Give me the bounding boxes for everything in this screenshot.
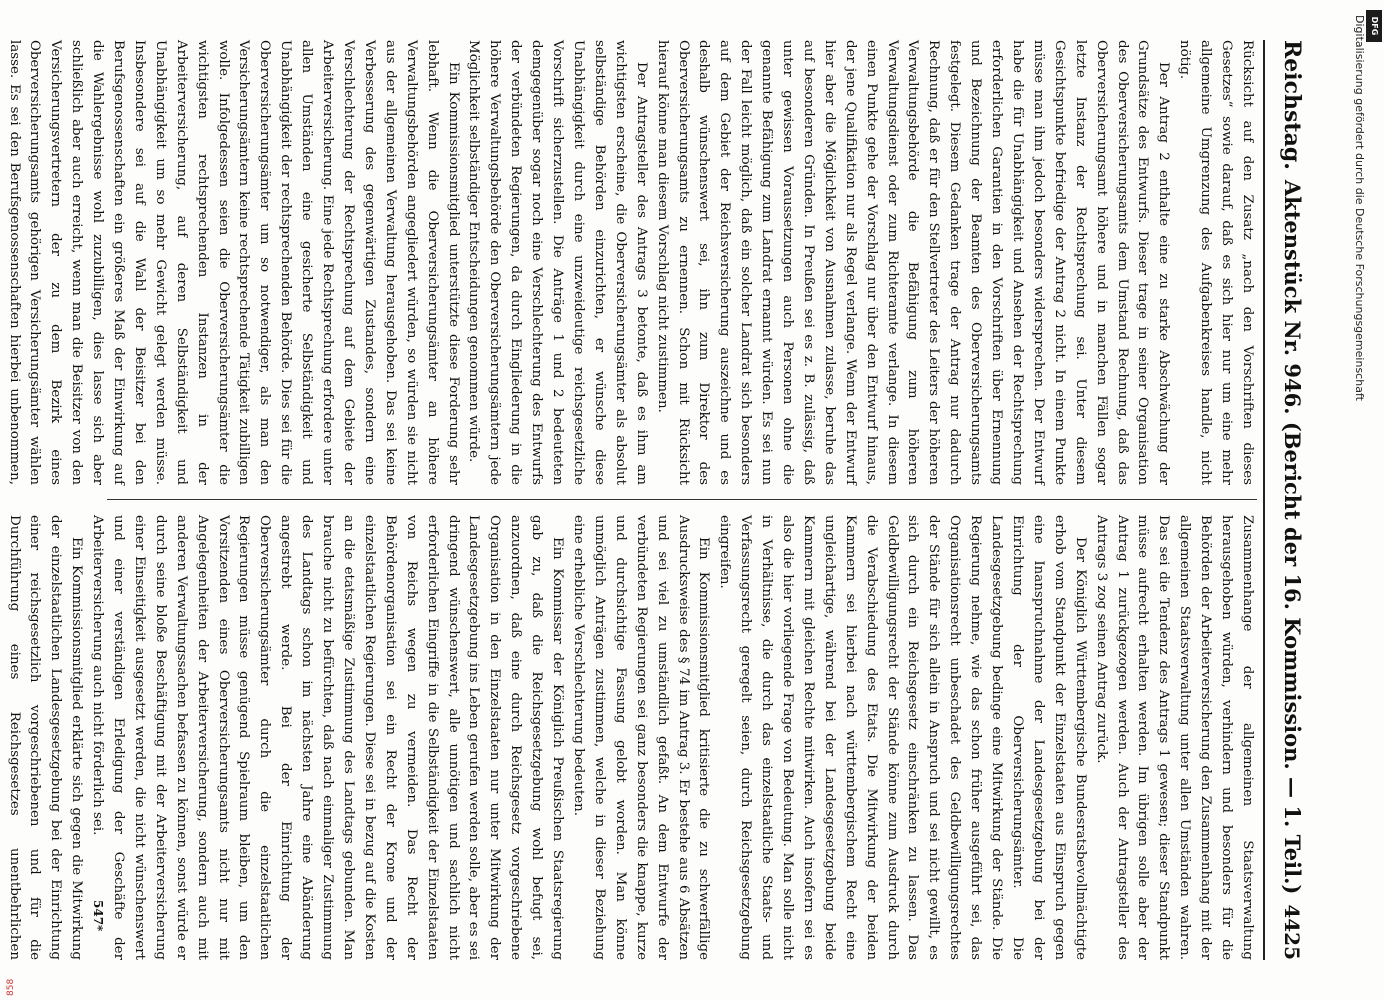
digitization-note: Digitalisierung gefördert durch die Deutsche Forschungsgemeinschaft [1353, 15, 1366, 401]
page-number: 4425 [1280, 904, 1304, 960]
paragraph: Der Antrag 2 enthalte eine zu starke Abschwächung der Grundsätze des Entwurfs. Dieser trage in seiner Organisation des Oberversicherungsamts dem Umstand Rechnung, daß das Oberversicherungsamt höhere und in manchen Fällen sogar letzte Instanz der Rechtsprechung sei. Unter diesem Gesichtspunkte befriedige der Antrag 2 nicht. In einem Punkte müsse man ihm jedoch besonders widersprechen. Der Entwurf habe die für Unabhängigkeit und Ansehen der Rechtsprechung erforderlichen Garantien in den Vorschriften über Ernennung und Bezeichnung der Beamten des Oberversicherungsamts festgelegt. Diesem Gedanken trage der Antrag nur dadurch Rechnung, daß er für den Stellvertreter des Leiters der höheren Verwaltungsbehörde die Befähigung zum höheren Verwaltungsdienst oder zum Richteramte verlange. In diesem einen Punkte gehe der Vorschlag nur über den Entwurf hinaus, der jene Qualifikation nur als Regel verlange. Wenn der Entwurf hier aber die Möglichkeit von Ausnahmen zulasse, beruhe das auf besonderen Gründen. In Preußen sei es z. B. zulässig, daß unter gewissen Voraussetzungen auch Personen ohne die genannte Befähigung zum Landrat ernannt würden. Es sei nun der Fall leicht möglich, daß ein solcher Landrat sich besonders auf dem Gebiet der Reichsversicherung auszeichne und es deshalb wünschenswert sei, ihn zum Direktor des Oberversicherungsamts zu ernennen. Schon mit Rücksicht hierauf könne man diesem Vorschlag nicht zustimmen. [654, 40, 1172, 485]
page-header [1269, 40, 1305, 960]
stamp-text: 858 [6, 978, 16, 996]
dfg-logo-text: DFG [1370, 16, 1379, 36]
paragraph: Zusammenhange der allgemeinen Staatsverwaltung herausgehoben würden, verhindern und besonders für die Behörden der Arbeiterversicherung den Zusammenhang mit der allgemeinen Staatsverwaltung unter allen Umständen wahren. Das sei die Tendenz des Antrags 1 gewesen; dieser Standpunkt müsse aufrecht erhalten werden. Im übrigen solle aber der Antrag 1 zurückgezogen werden. Auch der Antragsteller des Antrags 3 zog seinen Antrag zurück. [1093, 515, 1255, 960]
header-title: Aktenstück Nr. 946. (Bericht der 16. Kommission. — 1. Teil.) [1280, 179, 1305, 895]
paragraph: Ein Kommissionsmitglied erklärte sich gegen die Mitwirkung der einzelstaatlichen Landesgesetzgebung bei der Einrichtung einer reichsgesetzlich vorgeschriebenen und für die Durchführung eines Reichsgesetzes unentbehrlichen [6, 515, 85, 960]
signature-mark: 547* [91, 900, 105, 932]
left-column [6, 40, 1257, 485]
rotated-document-page [6, 40, 1305, 960]
header-rule [1263, 40, 1265, 960]
paragraph: Ein Kommissar der Königlich Preußischen Staatsregierung gab zu, daß die Reichsgesetzgebung wohl befugt sei, anzuordnen, daß eine durch Reichsgesetz vorgeschriebene Organisation in den Einzelstaaten nur unter Mitwirkung der Landesgesetzgebung ins Leben gerufen werden solle, aber es sei dringend wünschenswert, alle unnötigen und sachlich nicht erforderlichen Eingriffe in die Selbständigkeit der Einzelstaaten von Reichs wegen zu vermeiden. Das Recht der Behördenorganisation sei ein Recht der Krone und der einzelstaatlichen Regierungen. Diese sei in bezug auf die Kosten an die etatsmäßige Zustimmung des Landtags gebunden. Man brauche nicht zu befürchten, daß nach einmaliger Zustimmung des Landtags schon im nächsten Jahre eine Abänderung angestrebt werde. Bei der Einrichtung der Oberversicherungsämter durch die einzelstaatlichen Regierungen müsse genügend Spielraum bleiben, um den Vorsitzenden eines Oberversicherungsamts nicht nur mit Angelegenheiten der Arbeiterversicherung, sondern auch mit anderen Verwaltungssachen befassen zu können, sonst würde er durch seine bloße Beschäftigung mit der Arbeiterversicherung einer Einseitigkeit ausgesetzt werden, die nicht wünschenswert und einer verständigen Erledigung der Geschäfte der Arbeiterversicherung auch nicht förderlich sei. [90, 515, 566, 960]
header-left: Reichstag. [1279, 40, 1305, 170]
paragraph: Der Königlich Württembergische Bundesratsbevollmächtigte erhob vom Standpunkt der Einzelstaaten aus Einspruch gegen eine Inanspruchnahme der Landesgesetzgebung bei der Einrichtung der Oberversicherungsämter. Die Landesgesetzgebung bedinge eine Mitwirkung der Stände. Die Regierung nehme, wie das schon früher ausgeführt sei, das Organisationsrecht unbeschadet des Geldbewilligungsrechtes der Stände für sich allein in Anspruch und sei nicht gewillt, es sich durch ein Reichsgesetz einschränken zu lassen. Das Geldbewilligungsrecht der Stände könne zum Ausdruck durch die Verabschiedung des Etats. Die Mitwirkung der beiden Kammern sei hierbei nach württembergischem Recht eine ungleichartige, während bei der Landesgesetzgebung beide Kammern mit gleichen Rechte mitwirken. Auch insofern sei es also die hier vorliegende Frage von Bedeutung. Man solle nicht in Verhältnisse, die durch das einzelstaatliche Staats- und Verfassungsrecht geregelt seien, durch Reichsgesetzgebung eingreifen. [717, 515, 1088, 960]
paragraph: Der Antragsteller des Antrags 3 betonte, daß es ihm am wichtigsten erscheine, die Oberversicherungsämter als absolut selbständige Behörden einzurichten, er wünsche diese Unabhängigkeit durch eine unzweideutige reichsgesetzliche Vorschrift sicherzustellen. Die Anträge 1 und 2 bedeuteten demgegenüber sogar noch eine Verschlechterung des Entwurfs der verbündeten Regierungen, da durch Eingliederung in die höhere Verwaltungsbehörde den Oberversicherungsämtern jede Möglichkeit selbständiger Entscheidungen genommen würde. [466, 40, 649, 485]
dfg-logo [1366, 10, 1382, 42]
paragraph: Ein Kommissionsmitglied kritisierte die zu schwerfällige Ausdrucksweise des § 74 im Antrag 3. Er bestehe aus 6 Absätzen und sei viel zu umständlich gefaßt. An dem Entwurfe der verbündeten Regierungen sei ganz besonders die knappe, kurze und durchsichtige Fassung gelobt worden. Man könne unmöglich Anträgen zustimmen, welche in dieser Beziehung eine erhebliche Verschlechterung bedeuten. [571, 515, 712, 960]
paragraph: Rücksicht auf den Zusatz „nach den Vorschriften dieses Gesetzes“ sowie darauf, daß es sich hier nur um eine mehr allgemeine Umgrenzung des Aufgabenkreises handle, nicht nötig. [1177, 40, 1255, 485]
paragraph: Ein Kommissionsmitglied unterstützte diese Forderung sehr lebhaft. Wenn die Oberversicherungsämter an höhere Verwaltungsbehörden angegliedert würden, so würden sie nicht aus der allgemeinen Verwaltung herausgehoben. Das sei keine Verbesserung des gegenwärtigen Zustandes, sondern eine Verschlechterung der Rechtsprechung auf dem Gebiete der Arbeiterversicherung. Eine jede Rechtsprechung erfordere unter allen Umständen eine gesicherte Selbständigkeit und Unabhängigkeit der rechtsprechenden Behörde. Dies sei für die Oberversicherungsämter um so notwendiger, als man den Versicherungsämtern keine rechtsprechende Tätigkeit zubilligen wolle. Infolgedessen seien die Oberversicherungsämter die wichtigsten rechtsprechenden Instanzen in der Arbeiterversicherung, auf deren Selbständigkeit und Unabhängigkeit um so mehr Gewicht gelegt werden müsse. Insbesondere sei auf die Wahl der Beisitzer bei den Berufsgenossenschaften ein größeres Maß der Einwirkung auf die Wahlergebnisse wohl zuzubilligen, dies lasse sich aber schließlich aber auch erreicht, wenn man die Beisitzer von den Versicherungsvertretern der zu dem Bezirk eines Oberversicherungsamts gehörigen Versicherungsämter wählen lasse. Es sei den Berufsgenossenschaften hierbei unbenommen, [6, 40, 461, 485]
archive-stamp [6, 968, 18, 998]
column-divider [107, 499, 1257, 500]
